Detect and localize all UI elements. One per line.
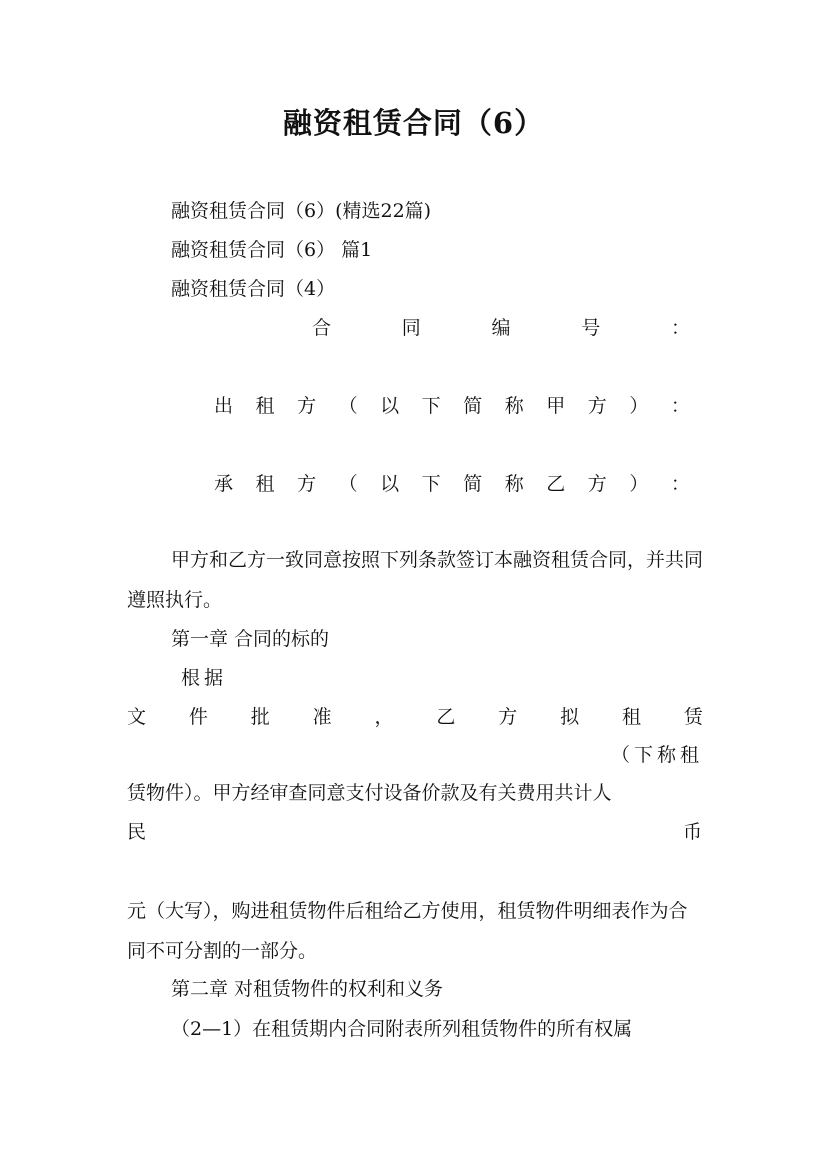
chapter-heading: 第二章 对租赁物件的权利和义务 xyxy=(171,978,444,1000)
label-char: ） xyxy=(629,395,649,417)
label-char: 租 xyxy=(255,473,275,495)
label-char: 简 xyxy=(463,395,483,417)
line-char: 拟 xyxy=(560,706,580,728)
label-char: 以 xyxy=(380,473,400,495)
label-char: 甲 xyxy=(546,395,566,417)
label-char: 方 xyxy=(587,395,607,417)
line-char: 件 xyxy=(188,706,208,728)
label-char: 方 xyxy=(587,473,607,495)
currency-right: 币 xyxy=(683,821,703,843)
line-char: 方 xyxy=(498,706,518,728)
chapter-heading: 第一章 合同的标的 xyxy=(171,628,330,650)
contract-number-label xyxy=(312,314,690,342)
label-char: 方 xyxy=(297,395,317,417)
label-char: ） xyxy=(629,473,649,495)
clause-2-1: （2—1）在租赁期内合同附表所列租赁物件的所有权属 xyxy=(171,1018,633,1040)
label-char: 称 xyxy=(504,395,524,417)
label-char: 号 xyxy=(581,317,601,339)
currency-left: 民 xyxy=(127,821,147,843)
label-char: 同 xyxy=(401,317,421,339)
line-char: 文 xyxy=(127,706,147,728)
toc-entry: 融资租赁合同（6）(精选22篇) xyxy=(171,200,432,222)
label-char: 以 xyxy=(380,395,400,417)
label-char: 下 xyxy=(421,395,441,417)
label-char: 编 xyxy=(491,317,511,339)
payment-line: 赁物件）。甲方经审查同意支付设备价款及有关费用共计人 xyxy=(127,782,612,804)
amount-paragraph: 元（大写），购进租赁物件后租给乙方使用，租赁物件明细表作为合同不可分割的一部分。 xyxy=(127,900,688,962)
intro-paragraph: 甲方和乙方一致同意按照下列条款签订本融资租赁合同，并共同遵照执行。 xyxy=(127,549,704,611)
line-char: 准 xyxy=(312,706,332,728)
label-char: 乙 xyxy=(546,473,566,495)
line-char: 批 xyxy=(250,706,270,728)
document-title: 融资租赁合同（6） xyxy=(282,106,545,140)
label-char: 方 xyxy=(297,473,317,495)
label-char: （ xyxy=(338,395,358,417)
line-char: ， xyxy=(374,706,394,728)
label-char: 承 xyxy=(214,473,234,495)
toc-entry: 融资租赁合同（4） xyxy=(171,278,336,300)
label-char: ： xyxy=(670,317,690,339)
label-char: ： xyxy=(670,395,690,417)
label-char: 下 xyxy=(421,473,441,495)
label-char: 简 xyxy=(463,473,483,495)
leased-goods-note: （下称租 xyxy=(610,744,703,766)
toc-entry: 融资租赁合同（6） 篇1 xyxy=(171,239,373,261)
line-char: 乙 xyxy=(436,706,456,728)
basis-label: 根据 xyxy=(181,667,228,689)
label-char: （ xyxy=(338,473,358,495)
lessee-label xyxy=(214,470,690,498)
label-char: 合 xyxy=(312,317,332,339)
label-char: ： xyxy=(670,473,690,495)
line-char: 赁 xyxy=(683,706,703,728)
label-char: 称 xyxy=(504,473,524,495)
lease-line xyxy=(127,703,703,731)
label-char: 租 xyxy=(255,395,275,417)
label-char: 出 xyxy=(214,395,234,417)
line-char: 租 xyxy=(622,706,642,728)
lessor-label xyxy=(214,392,690,420)
